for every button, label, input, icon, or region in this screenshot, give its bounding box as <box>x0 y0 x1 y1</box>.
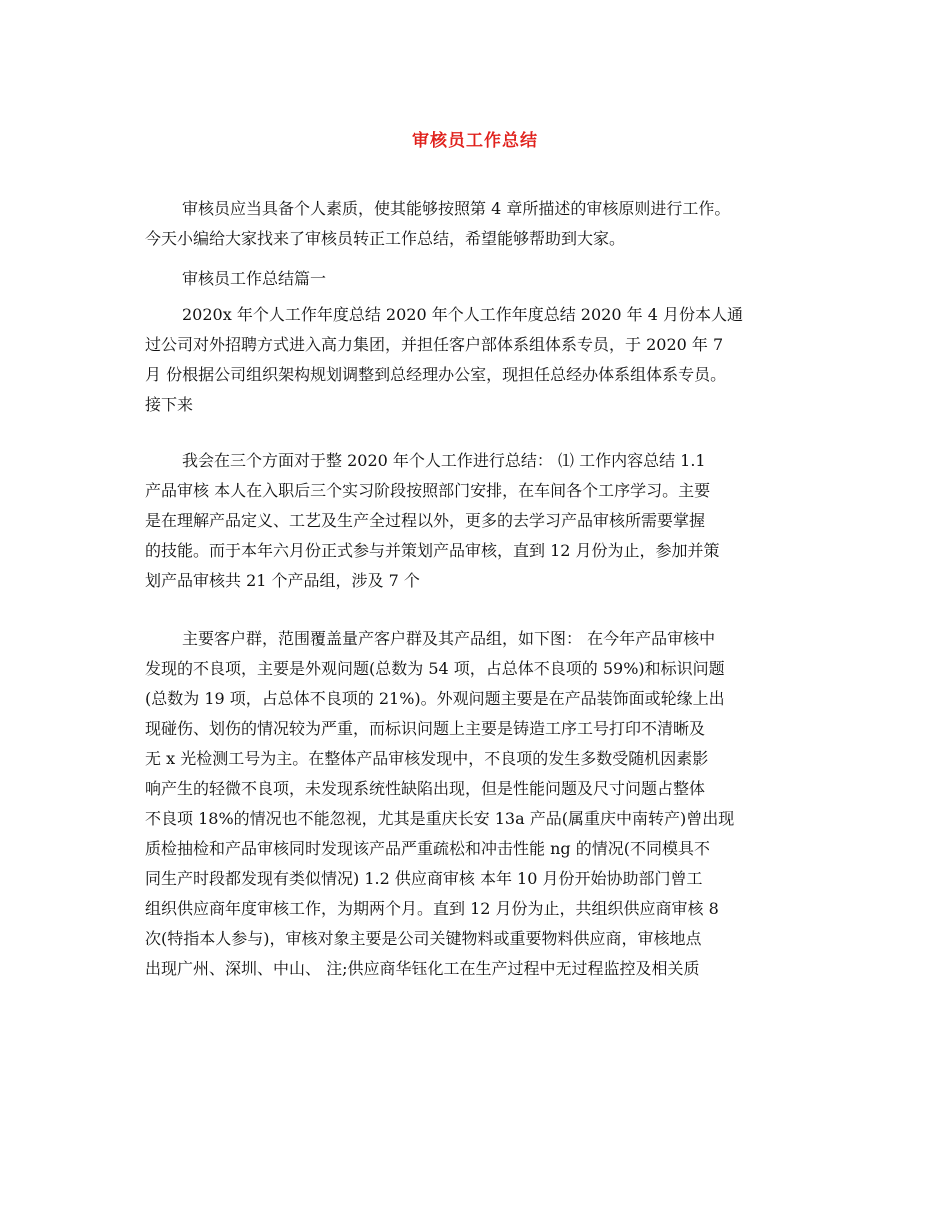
paragraph-line: 质检抽检和产品审核同时发现该产品严重疏松和冲击性能 ng 的情况(不同模具不 <box>145 839 710 858</box>
paragraph-line: 产品审核 本人在入职后三个实习阶段按照部门安排，在车间各个工序学习。主要 <box>145 481 711 500</box>
paragraph-work-summary <box>145 446 720 596</box>
paragraph-line: 划产品审核共 21 个产品组，涉及 7 个 <box>145 571 420 590</box>
paragraph-line: (总数为 19 项，占总体不良项的 21%)。外观问题主要是在产品装饰面或轮缘上出 <box>145 689 725 708</box>
paragraph-line: 组织供应商年度审核工作，为期两个月。直到 12 月份为止，共组织供应商审核 8 <box>145 899 719 918</box>
paragraph-line: 今天小编给大家找来了审核员转正工作总结，希望能够帮助到大家。 <box>145 229 626 248</box>
document-title: 审核员工作总结 <box>412 131 538 151</box>
paragraph-line: 不良项 18%的情况也不能忽视，尤其是重庆长安 13a 产品(属重庆中南转产)曾出现 <box>145 809 735 828</box>
paragraph-line: 过公司对外招聘方式进入高力集团，并担任客户部体系组体系专员，于 2020 年 7 <box>145 335 724 354</box>
section-heading <box>182 264 326 294</box>
paragraph-intro <box>145 194 730 254</box>
paragraph-line: 次(特指本人参与)，审核对象主要是公司关键物料或重要物料供应商，审核地点 <box>145 929 702 948</box>
paragraph-line: 审核员应当具备个人素质，使其能够按照第 4 章所描述的审核原则进行工作。 <box>182 199 731 218</box>
paragraph-line: 发现的不良项，主要是外观问题(总数为 54 项，占总体不良项的 59%)和标识问题 <box>145 659 725 678</box>
paragraph-line: 我会在三个方面对于整 2020 年个人工作进行总结： ⑴ 工作内容总结 1.1 <box>182 451 706 470</box>
paragraph-line: 的技能。而于本年六月份正式参与并策划产品审核，直到 12 月份为止，参加并策 <box>145 541 720 560</box>
paragraph-line: 接下来 <box>145 395 194 414</box>
paragraph-line: 同生产时段都发现有类似情况) 1.2 供应商审核 本年 10 月份开始协助部门曾工 <box>145 869 703 888</box>
paragraph-line: 2020x 年个人工作年度总结 2020 年个人工作年度总结 2020 年 4 月份本人通 <box>182 305 743 324</box>
paragraph-employment <box>145 300 743 420</box>
paragraph-audit-findings <box>145 624 734 984</box>
paragraph-line: 审核员工作总结篇一 <box>182 269 327 288</box>
paragraph-line: 无 x 光检测工号为主。在整体产品审核发现中，不良项的发生多数受随机因素影 <box>145 749 709 768</box>
paragraph-line: 月 份根据公司组织架构规划调整到总经理办公室，现担任总经办体系组体系专员。 <box>145 365 727 384</box>
paragraph-line: 现碰伤、划伤的情况较为严重，而标识问题上主要是铸造工序工号打印不清晰及 <box>145 719 706 738</box>
paragraph-line: 主要客户群，范围覆盖量产客户群及其产品组，如下图： 在今年产品审核中 <box>182 629 716 648</box>
paragraph-line: 出现广州、深圳、中山、 注;供应商华钰化工在生产过程中无过程监控及相关质 <box>145 959 700 978</box>
paragraph-line: 响产生的轻微不良项，未发现系统性缺陷出现，但是性能问题及尺寸问题占整体 <box>145 779 706 798</box>
paragraph-line: 是在理解产品定义、工艺及生产全过程以外，更多的去学习产品审核所需要掌握 <box>145 511 706 530</box>
